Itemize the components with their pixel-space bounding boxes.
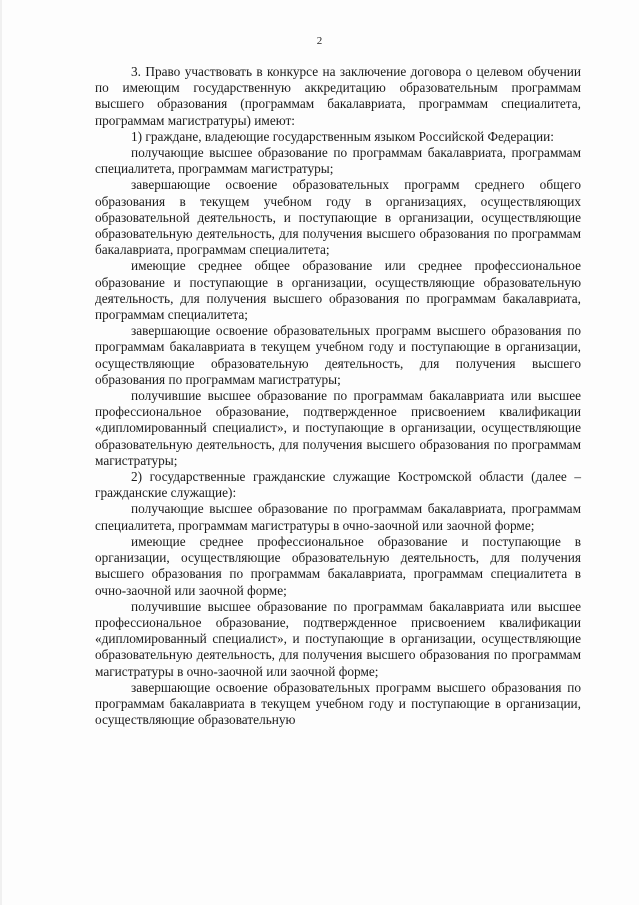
paragraph-clause-3: 3. Право участвовать в конкурсе на заключение договора о целевом обучении по имеющим государственную аккредитацию образовательным программам высшего образования (программам бакалавриата, программам специалитета, программам магистратуры) имеют: <box>95 64 581 128</box>
paragraph-completing-bachelor: завершающие освоение образовательных программ высшего образования по программам бакалавриата в текущем учебном году и поступающие в организации, осуществляющие образовательную деятельность, для получения высшего образования по программам магистратуры; <box>95 323 581 387</box>
paragraph-completing-secondary: завершающие освоение образовательных программ среднего общего образования в текущем учебном году в организациях, осуществляющих образовательной деятельность, и поступающие в организации, осуществляющие образовательную деятельность, для получения высшего образования по программам бакалавриата, программам специалитета; <box>95 177 581 258</box>
paragraph-servants-graduated: получившие высшее образование по программам бакалавриата или высшее профессиональное образование, подтвержденное присвоением квалификации «дипломированный специалист», и поступающие в организации, осуществляющие образовательную деятельность, для получения высшего образования по программам магистратуры в очно-заочной или заочной форме; <box>95 598 581 679</box>
page-number: 2 <box>316 35 323 47</box>
paragraph-servants-receiving: получающие высшее образование по программам бакалавриата, программам специалитета, программам магистратуры в очно-заочной или заочной форме; <box>95 501 581 533</box>
scan-edge <box>0 0 2 905</box>
paragraph-receiving-higher-education: получающие высшее образование по программам бакалавриата, программам специалитета, программам магистратуры; <box>95 145 581 177</box>
paragraph-graduated-bachelor: получившие высшее образование по программам бакалавриата или высшее профессиональное образование, подтвержденное присвоением квалификации «дипломированный специалист», и поступающие в организации, осуществляющие образовательную деятельность, для получения высшего образования по программам магистратуры; <box>95 388 581 468</box>
paragraph-civil-servants: 2) государственные гражданские служащие Костромской области (далее – гражданские служащие): <box>95 469 581 501</box>
paragraph-citizens: 1) граждане, владеющие государственным языком Российской Федерации: <box>131 128 554 144</box>
document-body <box>95 64 581 728</box>
paragraph-servants-completing: завершающие освоение образовательных программ высшего образования по программам бакалавриата в текущем учебном году и поступающие в организации, осуществляющие образовательную <box>95 679 581 728</box>
paragraph-having-secondary: имеющие среднее общее образование или среднее профессиональное образование и поступающие в организации, осуществляющие образовательную деятельность, для получения высшего образования по программам бакалавриата, программам специалитета; <box>95 258 581 323</box>
paragraph-servants-having-vocational: имеющие среднее профессиональное образование и поступающие в организации, осуществляющие образовательную деятельность, для получения высшего образования по программам бакалавриата, программам специалитета в очно-заочной или заочной форме; <box>95 533 581 598</box>
